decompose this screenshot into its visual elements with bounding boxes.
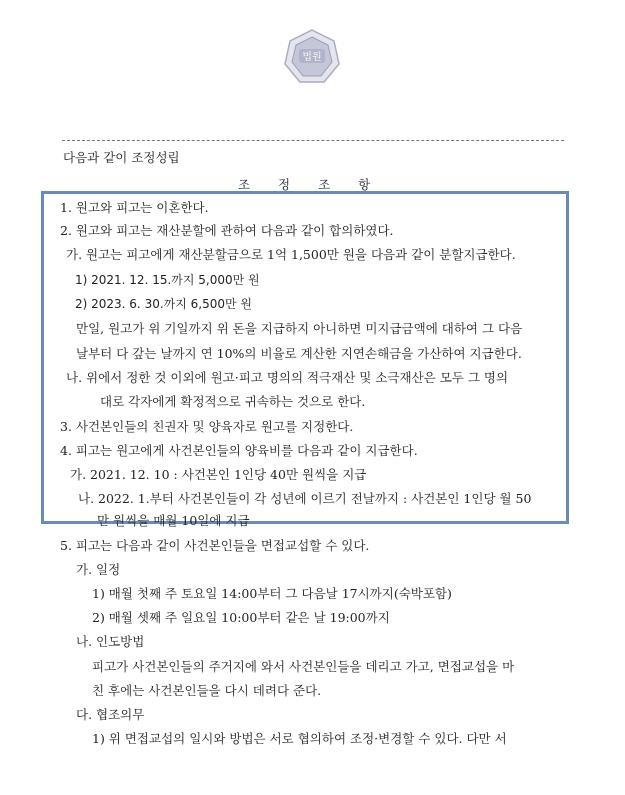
item-5-na-text-1: 피고가 사건본인들의 주거지에 와서 사건본인들을 데리고 가고, 면접교섭을 마 xyxy=(92,659,515,674)
item-1: 1. 원고와 피고는 이혼한다. xyxy=(60,200,209,215)
intro-text: 다음과 같이 조정성립 xyxy=(63,150,180,165)
court-emblem-icon xyxy=(282,28,342,84)
item-2-ga-note-2: 날부터 다 갚는 날까지 연 10%의 비율로 계산한 지연손해금을 가산하여 지급한다. xyxy=(76,346,522,361)
item-2: 2. 원고와 피고는 재산분할에 관하여 다음과 같이 합의하였다. xyxy=(60,223,394,238)
item-4-na-1: 나. 2022. 1.부터 사건본인들이 각 성년에 이르기 전날까지 : 사건본인 1인당 월 50 xyxy=(78,491,532,506)
item-2-ga: 가. 원고는 피고에게 재산분할금으로 1억 1,500만 원을 다음과 같이 분할지급한다. xyxy=(66,247,516,262)
item-5-da: 다. 협조의무 xyxy=(76,707,145,722)
item-5-na: 나. 인도방법 xyxy=(76,634,145,649)
section-title: 조 정 조 항 xyxy=(238,177,383,192)
dashed-divider xyxy=(62,140,564,141)
item-4: 4. 피고는 원고에게 사건본인들의 양육비를 다음과 같이 지급한다. xyxy=(60,443,418,458)
item-5-na-text-2: 친 후에는 사건본인들을 다시 데려다 준다. xyxy=(92,683,322,698)
item-2-ga-2: 2) 2023. 6. 30.까지 6,500만 원 xyxy=(75,297,252,311)
item-2-na-2: 대로 각자에게 확정적으로 귀속하는 것으로 한다. xyxy=(100,394,366,409)
item-4-ga: 가. 2021. 12. 10 : 사건본인 1인당 40만 원씩을 지급 xyxy=(70,467,367,482)
item-2-na-1: 나. 위에서 정한 것 이외에 원고·피고 명의의 적극재산 및 소극재산은 모두 그 명의 xyxy=(66,370,509,385)
item-5-ga-1: 1) 매월 첫째 주 토요일 14:00부터 그 다음날 17시까지(숙박포함) xyxy=(92,586,452,601)
item-4-na-2: 만 원씩을 매월 10일에 지급 xyxy=(97,513,250,528)
item-2-ga-1: 1) 2021. 12. 15.까지 5,000만 원 xyxy=(75,273,260,287)
item-3: 3. 사건본인들의 친권자 및 양육자로 원고를 지정한다. xyxy=(60,419,354,434)
item-5-ga-2: 2) 매월 셋째 주 일요일 10:00부터 같은 날 19:00까지 xyxy=(92,610,390,625)
item-2-ga-note-1: 만일, 원고가 위 기일까지 위 돈을 지급하지 아니하면 미지급금액에 대하여 그 다음 xyxy=(76,321,523,336)
item-5-da-1: 1) 위 면접교섭의 일시와 방법은 서로 협의하여 조정·변경할 수 있다. 다만 서 xyxy=(92,731,507,746)
item-5: 5. 피고는 다음과 같이 사건본인들을 면접교섭할 수 있다. xyxy=(60,538,370,553)
emblem-label: 법원 xyxy=(302,52,322,63)
item-5-ga: 가. 일정 xyxy=(76,562,121,577)
